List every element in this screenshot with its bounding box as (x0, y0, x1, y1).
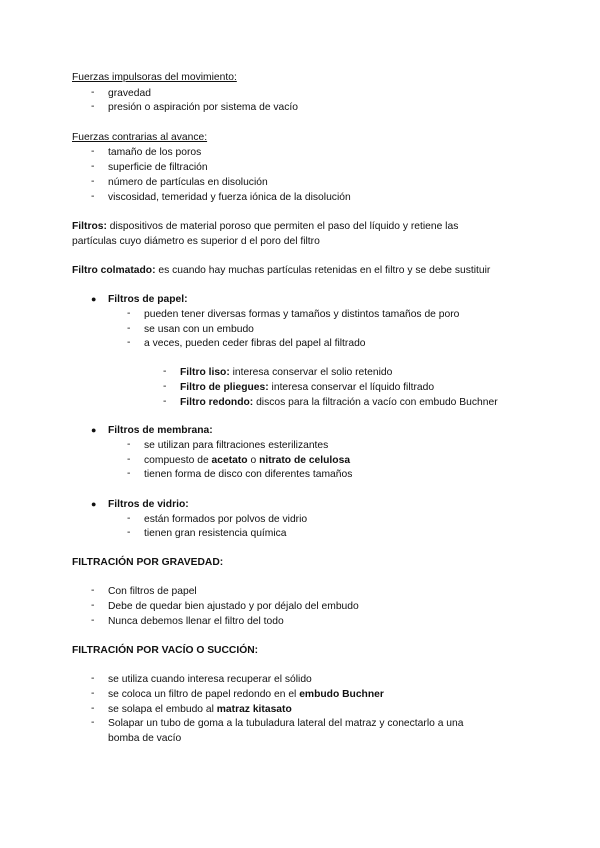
dash-marker: - (91, 161, 95, 172)
bullet-marker: ● (91, 425, 97, 435)
list-item: Debe de quedar bien ajustado y por déjalo del embudo (108, 601, 359, 612)
section-heading (72, 644, 258, 658)
bold-term: matraz kitasato (216, 704, 292, 715)
list-item: se usan con un embudo (144, 324, 254, 335)
definition-text: es cuando hay muchas partículas retenidas en el filtro y se debe sustituir (155, 265, 491, 276)
bullet-marker: ● (91, 499, 97, 509)
term-label: Filtro liso: (180, 367, 230, 378)
dash-marker: - (91, 615, 95, 626)
dash-marker: - (91, 191, 95, 202)
dash-marker: - (127, 337, 131, 348)
dash-marker: - (91, 585, 95, 596)
subtype-item (180, 381, 434, 395)
list-item: tienen forma de disco con diferentes tamaños (144, 469, 353, 480)
list-item: gravedad (108, 88, 151, 99)
vacio-heading: FILTRACIÓN POR VACÍO O SUCCIÓN: (72, 645, 259, 656)
list-item-continuation: bomba de vacío (108, 733, 182, 744)
membrana-heading: Filtros de membrana: (108, 425, 213, 436)
dash-marker: - (127, 513, 131, 524)
list-item: tienen gran resistencia química (144, 528, 287, 539)
colmatado-definition (72, 264, 490, 278)
term-label: Filtro redondo: (180, 397, 254, 408)
definition-text: interesa conservar el líquido filtrado (268, 382, 435, 393)
bullet-marker: ● (91, 294, 97, 304)
filtros-definition-line: partículas cuyo diámetro es superior d el poro del filtro (72, 236, 320, 247)
term-label: Filtro colmatado: (72, 265, 156, 276)
list-item: a veces, pueden ceder fibras del papel al filtrado (144, 338, 366, 349)
term-label: Filtro de pliegues: (180, 382, 269, 393)
bold-term: nitrato de celulosa (259, 455, 351, 466)
subtype-item (180, 366, 392, 380)
item-text: se solapa el embudo al (108, 704, 217, 715)
dash-marker: - (91, 717, 95, 728)
list-item: se utilizan para filtraciones esterilizantes (144, 440, 329, 451)
section-heading (72, 556, 223, 570)
dash-marker: - (91, 101, 95, 112)
definition-text: discos para la filtración a vacío con embudo Buchner (253, 397, 498, 408)
dash-marker: - (127, 454, 131, 465)
contrary-heading: Fuerzas contrarias al avance: (72, 132, 208, 143)
list-item: superficie de filtración (108, 162, 208, 173)
list-item: Nunca debemos llenar el filtro del todo (108, 616, 284, 627)
vidrio-heading: Filtros de vidrio: (108, 499, 189, 510)
item-text: o (247, 455, 260, 466)
filtros-definition-line (72, 220, 458, 234)
dash-marker: - (127, 323, 131, 334)
papel-heading: Filtros de papel: (108, 294, 188, 305)
section-heading (108, 293, 188, 307)
dash-marker: - (163, 381, 167, 392)
bold-term: embudo Buchner (299, 689, 384, 700)
definition-text: interesa conservar el solio retenido (229, 367, 393, 378)
list-item: se utiliza cuando interesa recuperar el sólido (108, 674, 312, 685)
list-item: pueden tener diversas formas y tamaños y distintos tamaños de poro (144, 309, 460, 320)
term-label: Filtros: (72, 221, 107, 232)
list-item: presión o aspiración por sistema de vacío (108, 102, 299, 113)
motive-heading: Fuerzas impulsoras del movimiento: (72, 72, 237, 83)
item-text: se coloca un filtro de papel redondo en el (108, 689, 300, 700)
list-item (108, 688, 384, 702)
dash-marker: - (91, 176, 95, 187)
list-item (144, 454, 350, 468)
list-item: número de partículas en disolución (108, 177, 268, 188)
item-text: compuesto de (144, 455, 212, 466)
dash-marker: - (127, 439, 131, 450)
section-heading (108, 498, 189, 512)
list-item: Solapar un tubo de goma a la tubuladura lateral del matraz y conectarlo a una (108, 718, 464, 729)
dash-marker: - (163, 366, 167, 377)
dash-marker: - (91, 87, 95, 98)
dash-marker: - (91, 600, 95, 611)
bold-term: acetato (211, 455, 248, 466)
dash-marker: - (127, 468, 131, 479)
dash-marker: - (91, 673, 95, 684)
dash-marker: - (91, 703, 95, 714)
subtype-item (180, 396, 498, 410)
list-item: Con filtros de papel (108, 586, 197, 597)
list-item (108, 703, 292, 717)
dash-marker: - (127, 308, 131, 319)
gravedad-heading: FILTRACIÓN POR GRAVEDAD: (72, 557, 224, 568)
dash-marker: - (91, 146, 95, 157)
dash-marker: - (91, 688, 95, 699)
list-item: viscosidad, temeridad y fuerza iónica de la disolución (108, 192, 351, 203)
list-item: están formados por polvos de vidrio (144, 514, 308, 525)
definition-text: dispositivos de material poroso que permiten el paso del líquido y retiene las (106, 221, 459, 232)
dash-marker: - (163, 396, 167, 407)
section-heading (108, 424, 213, 438)
dash-marker: - (127, 527, 131, 538)
list-item: tamaño de los poros (108, 147, 202, 158)
